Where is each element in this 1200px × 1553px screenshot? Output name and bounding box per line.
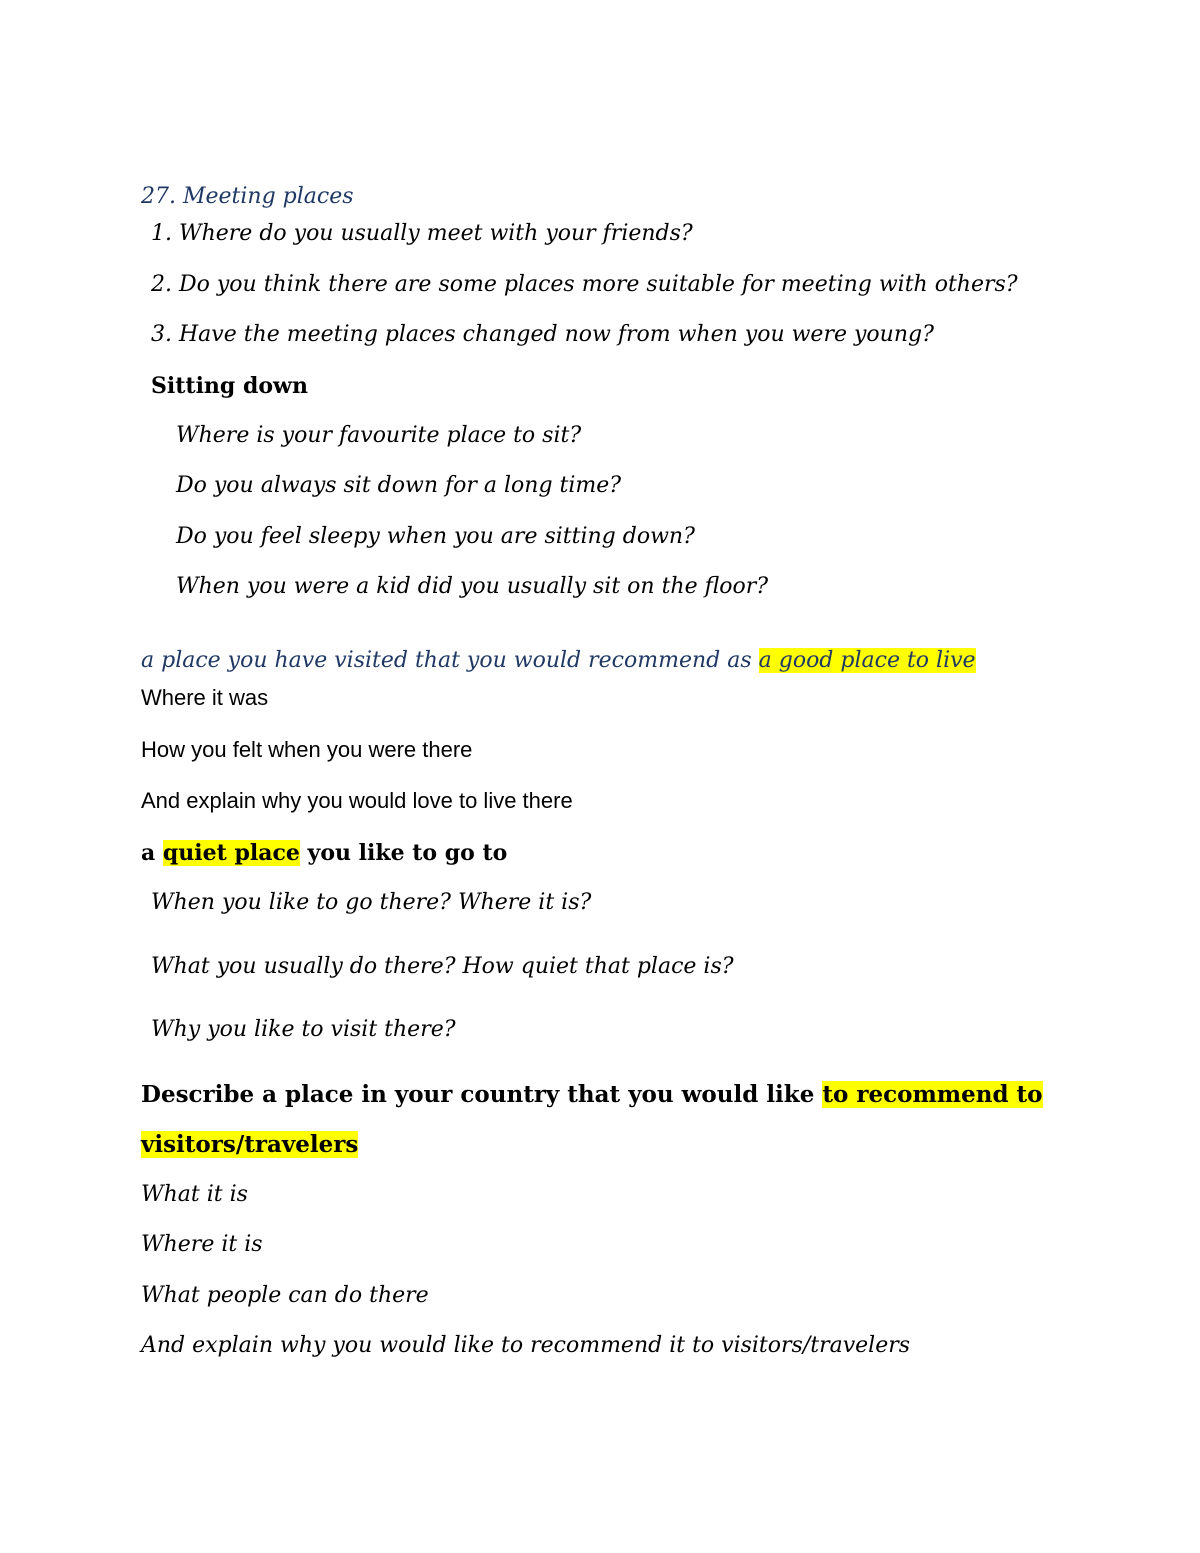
quiet-prompt-3: Why you like to visit there? xyxy=(151,1017,456,1042)
recommend-title-text: Describe a place in your country that you would like xyxy=(141,1081,823,1108)
quiet-prompt-1: When you like to go there? Where it is? xyxy=(151,890,592,915)
quiet-place-title xyxy=(141,842,507,864)
meeting-question-3: 3. Have the meeting places changed now from when you were young? xyxy=(151,322,934,347)
quiet-place-title-prefix: a xyxy=(141,840,163,866)
recommend-prompt-3: What people can do there xyxy=(141,1283,429,1308)
meeting-question-1: 1. Where do you usually meet with your friends? xyxy=(151,221,693,246)
recommend-prompt-4: And explain why you would like to recommend it to visitors/travelers xyxy=(141,1333,911,1358)
recommend-prompt-2: Where it is xyxy=(141,1232,263,1257)
sitting-down-title: Sitting down xyxy=(151,373,308,399)
recommend-title-highlight-2: visitors/travelers xyxy=(141,1131,359,1158)
quiet-place-title-suffix: you like to go to xyxy=(299,840,508,866)
meeting-places-title: 27. Meeting places xyxy=(141,184,354,209)
sitting-question-4: When you were a kid did you usually sit on the floor? xyxy=(176,574,769,599)
sitting-question-3: Do you feel sleepy when you are sitting down? xyxy=(176,524,695,549)
good-place-to-live-title xyxy=(141,650,976,672)
live-prompt-2: How you felt when you were there xyxy=(141,737,473,762)
quiet-place-title-highlight: quiet place xyxy=(162,840,300,866)
live-prompt-1: Where it was xyxy=(141,685,269,710)
live-prompt-3: And explain why you would love to live there xyxy=(141,788,573,813)
meeting-question-2: 2. Do you think there are some places more suitable for meeting with others? xyxy=(151,272,1018,297)
recommend-prompt-1: What it is xyxy=(141,1182,248,1207)
quiet-prompt-2: What you usually do there? How quiet that place is? xyxy=(151,954,734,979)
recommend-title-line-1 xyxy=(141,1083,1043,1106)
good-place-title-text: a place you have visited that you would recommend as xyxy=(141,648,759,673)
sitting-question-1: Where is your favourite place to sit? xyxy=(176,423,582,448)
recommend-title-line-2 xyxy=(141,1133,358,1156)
good-place-title-highlight: a good place to live xyxy=(758,648,976,673)
sitting-question-2: Do you always sit down for a long time? xyxy=(176,473,622,498)
recommend-title-highlight-1: to recommend to xyxy=(822,1081,1043,1108)
